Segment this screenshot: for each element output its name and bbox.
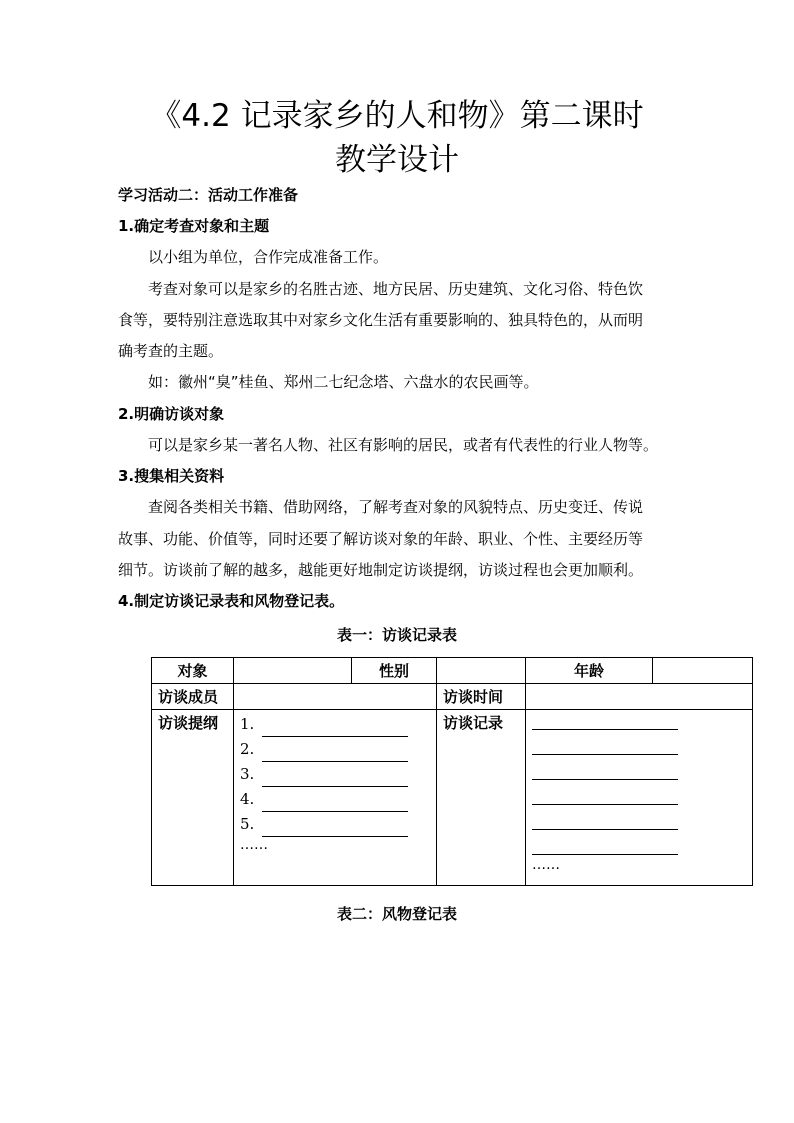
object-value-cell[interactable]: [234, 658, 352, 684]
activity-heading: 学习活动二：活动工作准备: [118, 186, 299, 204]
blank-line[interactable]: [262, 768, 408, 787]
paragraph-text: 确考查的主题。: [118, 342, 224, 360]
paragraph-text: 查阅各类相关书籍、借助网络，了解考查对象的风貌特点、历史变迁、传说: [148, 498, 644, 516]
table1-caption: 表一：访谈记录表: [336, 626, 457, 644]
age-value-cell[interactable]: [653, 658, 753, 684]
time-value-cell[interactable]: [526, 684, 753, 710]
paragraph-text: 如：徽州“臭”桂鱼、郑州二七纪念塔、六盘水的农民画等。: [148, 373, 539, 391]
outline-ellipsis: ……: [240, 837, 268, 853]
age-label: 年龄: [526, 658, 653, 684]
table-row: [152, 684, 753, 710]
record-label: 访谈记录: [437, 710, 526, 886]
members-label: 访谈成员: [152, 684, 234, 710]
paragraph-text: 以小组为单位，合作完成准备工作。: [148, 248, 389, 266]
list-item: [240, 812, 430, 837]
record-lines: [532, 712, 746, 855]
blank-line[interactable]: [262, 818, 408, 837]
outline-cell[interactable]: [234, 710, 437, 886]
list-item: [240, 762, 430, 787]
document-title-line2: 教学设计: [335, 142, 459, 178]
section-heading-2: 2.明确访谈对象: [118, 405, 225, 423]
outline-item-number: 4.: [240, 790, 255, 808]
object-label: 对象: [152, 658, 234, 684]
blank-line[interactable]: [262, 743, 408, 762]
paragraph-text: 考查对象可以是家乡的名胜古迹、地方民居、历史建筑、文化习俗、特色饮: [148, 280, 644, 298]
table-row: [152, 710, 753, 886]
section-heading-1: 1.确定考查对象和主题: [118, 217, 270, 235]
paragraph-text: 故事、功能、价值等，同时还要了解访谈对象的年龄、职业、个性、主要经历等: [118, 530, 644, 548]
interview-record-table: [151, 657, 753, 886]
section-heading-3: 3.搜集相关资料: [118, 467, 225, 485]
time-label: 访谈时间: [437, 684, 526, 710]
list-item: [240, 787, 430, 812]
blank-line[interactable]: [532, 755, 678, 780]
record-cell[interactable]: [526, 710, 753, 886]
list-item: [240, 712, 430, 737]
outline-item-number: 1.: [240, 715, 255, 733]
gender-value-cell[interactable]: [437, 658, 526, 684]
document-title-line1: 《4.2 记录家乡的人和物》第二课时: [150, 98, 644, 134]
paragraph-text: 细节。访谈前了解的越多，越能更好地制定访谈提纲，访谈过程也会更加顺利。: [118, 561, 644, 579]
outline-item-number: 2.: [240, 740, 255, 758]
gender-label: 性别: [352, 658, 437, 684]
outline-list: [240, 712, 430, 837]
outline-item-number: 3.: [240, 765, 255, 783]
blank-line[interactable]: [262, 793, 408, 812]
blank-line[interactable]: [262, 718, 408, 737]
outline-item-number: 5.: [240, 815, 255, 833]
paragraph-text: 可以是家乡某一著名人物、社区有影响的居民，或者有代表性的行业人物等。: [148, 436, 659, 454]
paragraph-text: 食等，要特别注意选取其中对家乡文化生活有重要影响的、独具特色的，从而明: [118, 311, 644, 329]
blank-line[interactable]: [532, 720, 678, 730]
blank-line[interactable]: [532, 805, 678, 830]
outline-label: 访谈提纲: [152, 710, 234, 886]
table-row: [152, 658, 753, 684]
blank-line[interactable]: [532, 830, 678, 855]
table2-caption: 表二：风物登记表: [336, 905, 457, 923]
record-ellipsis: ……: [532, 857, 560, 873]
list-item: [240, 737, 430, 762]
blank-line[interactable]: [532, 730, 678, 755]
blank-line[interactable]: [532, 780, 678, 805]
section-heading-4: 4.制定访谈记录表和风物登记表。: [118, 592, 345, 610]
members-value-cell[interactable]: [234, 684, 437, 710]
